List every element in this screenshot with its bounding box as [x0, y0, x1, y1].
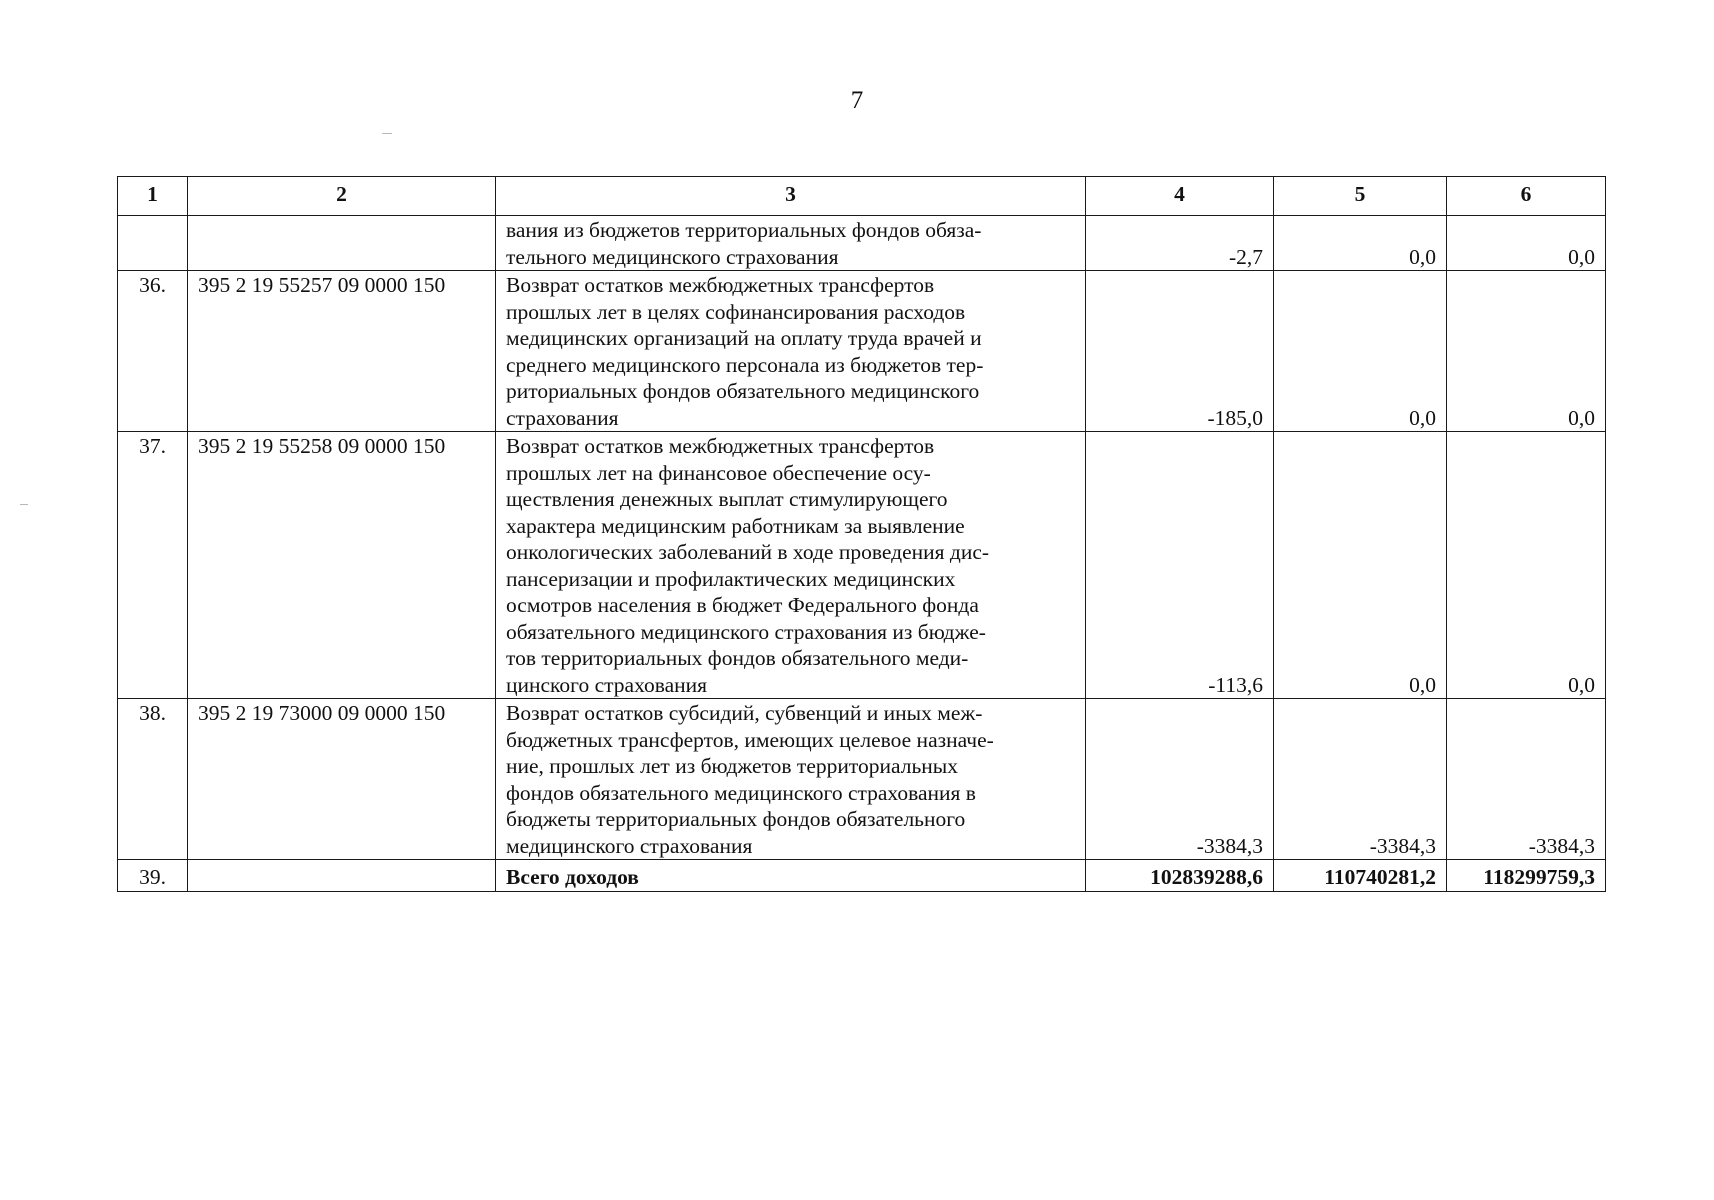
- total-value-col-6: 118299759,3: [1447, 860, 1606, 892]
- table-row: [118, 432, 1606, 699]
- row-description: [496, 432, 1086, 699]
- description-line: фондов обязательного медицинского страхования в: [506, 780, 976, 805]
- header-col-2: 2: [188, 177, 496, 216]
- description-line: прошлых лет на финансовое обеспечение осу-: [506, 460, 931, 485]
- header-col-1: 1: [118, 177, 188, 216]
- description-line: тельного медицинского страхования: [506, 244, 839, 269]
- value-col-5: 0,0: [1274, 271, 1447, 432]
- description-line: медицинского страхования: [506, 833, 753, 858]
- description-line: среднего медицинского персонала из бюджетов тер-: [506, 352, 984, 377]
- description-line: страхования: [506, 405, 619, 430]
- header-col-5: 5: [1274, 177, 1447, 216]
- value-col-5: 0,0: [1274, 432, 1447, 699]
- value-col-4: -185,0: [1086, 271, 1274, 432]
- value-col-4: -3384,3: [1086, 699, 1274, 860]
- description-line: ществления денежных выплат стимулирующего: [506, 487, 948, 511]
- row-number: 39.: [118, 860, 188, 892]
- row-description: [496, 699, 1086, 860]
- value-col-6: 0,0: [1447, 216, 1606, 271]
- budget-code: 395 2 19 55258 09 0000 150: [188, 432, 496, 699]
- total-label: Всего доходов: [496, 860, 1086, 892]
- table-row: [118, 699, 1606, 860]
- value-col-6: 0,0: [1447, 271, 1606, 432]
- budget-code: [188, 860, 496, 892]
- header-col-6: 6: [1447, 177, 1606, 216]
- description-line: ние, прошлых лет из бюджетов территориальных: [506, 754, 958, 778]
- description-line: пансеризации и профилактических медицинских: [506, 566, 956, 591]
- description-line: риториальных фондов обязательного медицинского: [506, 379, 980, 403]
- row-description: [496, 216, 1086, 271]
- value-col-6: 0,0: [1447, 432, 1606, 699]
- total-value-col-5: 110740281,2: [1274, 860, 1447, 892]
- description-line: обязательного медицинского страхования из бюдже-: [506, 619, 986, 644]
- total-row: [118, 860, 1606, 892]
- value-col-6: -3384,3: [1447, 699, 1606, 860]
- description-line: прошлых лет в целях софинансирования расходов: [506, 299, 966, 324]
- value-col-5: -3384,3: [1274, 699, 1447, 860]
- description-line: вания из бюджетов территориальных фондов обяза-: [506, 218, 982, 242]
- row-number: 38.: [118, 699, 188, 860]
- description-line: цинского страхования: [506, 672, 708, 697]
- row-number: [118, 216, 188, 271]
- budget-code: [188, 216, 496, 271]
- description-line: Возврат остатков межбюджетных трансфертов: [506, 273, 935, 297]
- value-col-5: 0,0: [1274, 216, 1447, 271]
- description-line: бюджеты территориальных фондов обязательного: [506, 807, 966, 831]
- total-value-col-4: 102839288,6: [1086, 860, 1274, 892]
- table-row: [118, 271, 1606, 432]
- description-line: осмотров населения в бюджет Федерального фонда: [506, 593, 979, 617]
- header-col-4: 4: [1086, 177, 1274, 216]
- value-col-4: -2,7: [1086, 216, 1274, 271]
- budget-code: 395 2 19 73000 09 0000 150: [188, 699, 496, 860]
- value-col-4: -113,6: [1086, 432, 1274, 699]
- description-line: медицинских организаций на оплату труда врачей и: [506, 326, 982, 350]
- header-col-3: 3: [496, 177, 1086, 216]
- page-number: 7: [850, 87, 864, 114]
- description-line: бюджетных трансфертов, имеющих целевое назначе-: [506, 727, 994, 752]
- row-number: 36.: [118, 271, 188, 432]
- scan-mark-top: [382, 133, 392, 134]
- table-header-row: [118, 177, 1606, 216]
- table-row: [118, 216, 1606, 271]
- budget-revenue-table: [117, 176, 1606, 892]
- row-description: [496, 271, 1086, 432]
- row-number: 37.: [118, 432, 188, 699]
- description-line: Возврат остатков субсидий, субвенций и иных меж-: [506, 701, 983, 725]
- description-line: тов территориальных фондов обязательного меди-: [506, 646, 969, 670]
- description-line: характера медицинским работникам за выявление: [506, 513, 965, 538]
- description-line: Возврат остатков межбюджетных трансфертов: [506, 434, 935, 458]
- description-line: онкологических заболеваний в ходе проведения дис-: [506, 540, 990, 564]
- scan-mark-left: [20, 504, 28, 505]
- budget-code: 395 2 19 55257 09 0000 150: [188, 271, 496, 432]
